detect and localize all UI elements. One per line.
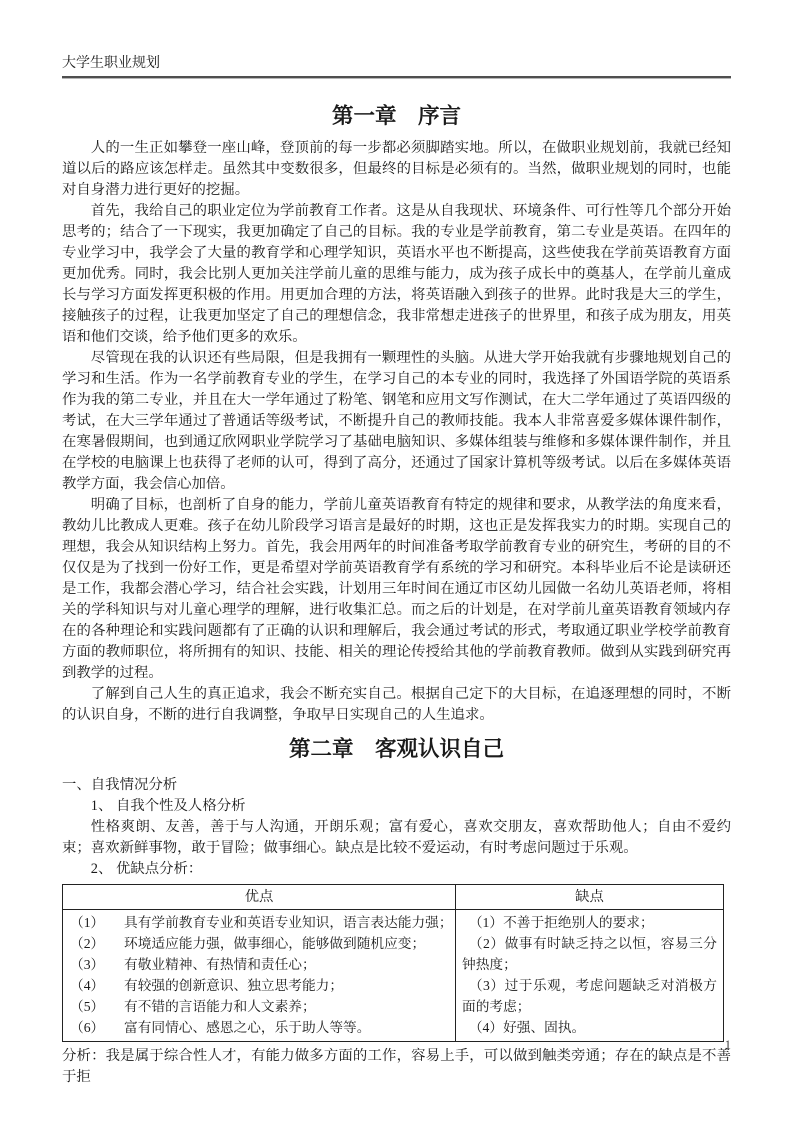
chapter2-title: 第二章 客观认识自己 — [288, 737, 504, 761]
subheading-pros-cons-analysis: 2、 优缺点分析： — [90, 861, 203, 877]
chapter1-paragraph: 首先，我给自己的职业定位为学前教育工作者。这是从自我现状、环境条件、可行性等几个部分开始思考的；结合了一下现实，我更加确定了自己的目标。我的专业是学前教育，第二专业是英语。在四年的专业学习中，我学会了大量的教育学和心理学知识，英语水平也不断提高，这些使我在学前英语教育方面更加优秀。同时，我会比别人更加关注学前儿童的思维与能力，成为孩子成长中的奠基人，在学前儿童成长与学习方面发挥更积极的作用。用更加合理的方法，将英语融入到孩子的世界。此时我是大三的学生，接触孩子的过程，让我更加坚定了自己的理想信念，我非常想走进孩子的世界里，和孩子成为朋友，用英语和他们交谈，给予他们更多的欢乐。 — [62, 203, 731, 345]
advantage-item-number: （4） — [70, 978, 105, 993]
section-heading-self-analysis: 一、自我情况分析 — [62, 777, 178, 793]
header-title: 大学生职业规划 — [62, 56, 160, 71]
advantage-item-number: （6） — [70, 1020, 105, 1035]
advantage-item-text: 有敬业精神、有热情和责任心； — [124, 957, 316, 972]
advantage-item — [70, 954, 452, 975]
disadvantage-item: （3）过于乐观，考虑问题缺乏对消极方面的考虑； — [462, 978, 717, 1014]
advantage-item-text: 有不错的言语能力和人文素养； — [124, 999, 316, 1014]
advantage-item-number: （5） — [70, 999, 105, 1014]
disadvantages-column-header: 缺点 — [456, 885, 724, 910]
advantage-item-number: （3） — [70, 957, 105, 972]
advantage-item-text: 有较强的创新意识、独立思考能力； — [124, 978, 344, 993]
chapter1-paragraph: 明确了目标，也剖析了自身的能力，学前儿童英语教育有特定的规律和要求，从教学法的角度来看，教幼儿比教成人更难。孩子在幼儿阶段学习语言是最好的时期，这也正是发挥我实力的时期。实现自己的理想，我会从知识结构上努力。首先，我会用两年的时间准备考取学前教育专业的研究生，考研的目的不仅仅是为了找到一份好工作，更是希望对学前英语教育学有系统的学习和研究。本科毕业后不论是读研还是工作，我都会潜心学习，结合社会实践，计划用三年时间在通辽市区幼儿园做一名幼儿英语老师，将相关的学科知识与对儿童心理学的理解，进行收集汇总。而之后的计划是，在对学前儿童英语教育领域内存在的各种理论和实践问题都有了正确的认识和理解后，我会通过考试的形式，考取通辽职业学校学前教育方面的教师职位，将所拥有的知识、技能、相关的理论传授给其他的学前教育教师。做到从实践到研究再到教学的过程。 — [62, 497, 731, 681]
advantages-column-header: 优点 — [63, 885, 456, 910]
chapter1-title: 第一章 序言 — [331, 104, 461, 128]
chapter1-body — [62, 138, 731, 726]
disadvantage-item: （1）不善于拒绝别人的要求； — [468, 915, 654, 930]
disadvantage-item: （2）做事有时缺乏持之以恒，容易三分钟热度； — [462, 936, 717, 972]
advantage-item-number: （2） — [70, 936, 105, 951]
subheading-personality-analysis: 1、 自我个性及人格分析 — [90, 798, 246, 814]
disadvantage-item: （4）好强、固执。 — [468, 1020, 586, 1035]
table-body-row — [63, 910, 724, 1042]
advantage-item — [70, 996, 452, 1017]
chapter1-paragraph: 人的一生正如攀登一座山峰，登顶前的每一步都必须脚踏实地。所以，在做职业规划前，我就已经知道以后的路应该怎样走。虽然其中变数很多，但最终的目标是必须有的。当然，做职业规划的同时，也能对自身潜力进行更好的挖掘。 — [62, 140, 731, 198]
personality-analysis-text: 性格爽朗、友善，善于与人沟通，开朗乐观；富有爱心，喜欢交朋友，喜欢帮助他人；自由不爱约束；喜欢新鲜事物，敢于冒险；做事细心。缺点是比较不爱运动，有时考虑问题过于乐观。 — [62, 819, 731, 856]
advantage-item — [70, 933, 452, 954]
pros-cons-table — [62, 884, 724, 1042]
document-header — [62, 55, 731, 78]
advantage-item — [70, 1017, 452, 1038]
table-header-row — [63, 885, 724, 910]
advantage-item — [70, 912, 452, 933]
chapter1-paragraph: 了解到自己人生的真正追求，我会不断充实自己。根据自己定下的大目标，在追逐理想的同时，不断的认识自身，不断的进行自我调整，争取早日实现自己的人生追求。 — [62, 686, 731, 723]
advantage-item — [70, 975, 452, 996]
disadvantages-cell — [456, 910, 724, 1042]
chapter1-paragraph: 尽管现在我的认识还有些局限，但是我拥有一颗理性的头脑。从进大学开始我就有步骤地规划自己的学习和生活。作为一名学前教育专业的学生，在学习自己的本专业的同时，我选择了外国语学院的英语系作为我的第二专业，并且在大一学年通过了粉笔、钢笔和应用文写作测试，在大二学年通过了英语四级的考试，在大三学年通过了普通话等级考试，不断提升自己的教师技能。我本人非常喜爱多媒体课件制作，在寒暑假期间，也到通辽欣网职业学院学习了基础电脑知识、多媒体组装与维修和多媒体课件制作，并且在学校的电脑课上也获得了老师的认可，得到了高分，还通过了国家计算机等级考试。以后在多媒体英语教学方面，我会信心加倍。 — [62, 350, 731, 492]
advantage-item-text: 富有同情心、感恩之心，乐于助人等等。 — [124, 1020, 371, 1035]
advantage-item-text: 环境适应能力强，做事细心，能够做到随机应变； — [124, 936, 426, 951]
page-number: 1 — [724, 1038, 731, 1052]
advantage-item-text: 具有学前教育专业和英语专业知识，语言表达能力强； — [124, 915, 453, 930]
analysis-text: 分析：我是属于综合性人才，有能力做多方面的工作，容易上手，可以做到触类旁通；存在的缺点是不善于拒 — [62, 1048, 731, 1085]
advantage-item-number: （1） — [70, 915, 105, 930]
advantages-cell — [63, 910, 456, 1042]
